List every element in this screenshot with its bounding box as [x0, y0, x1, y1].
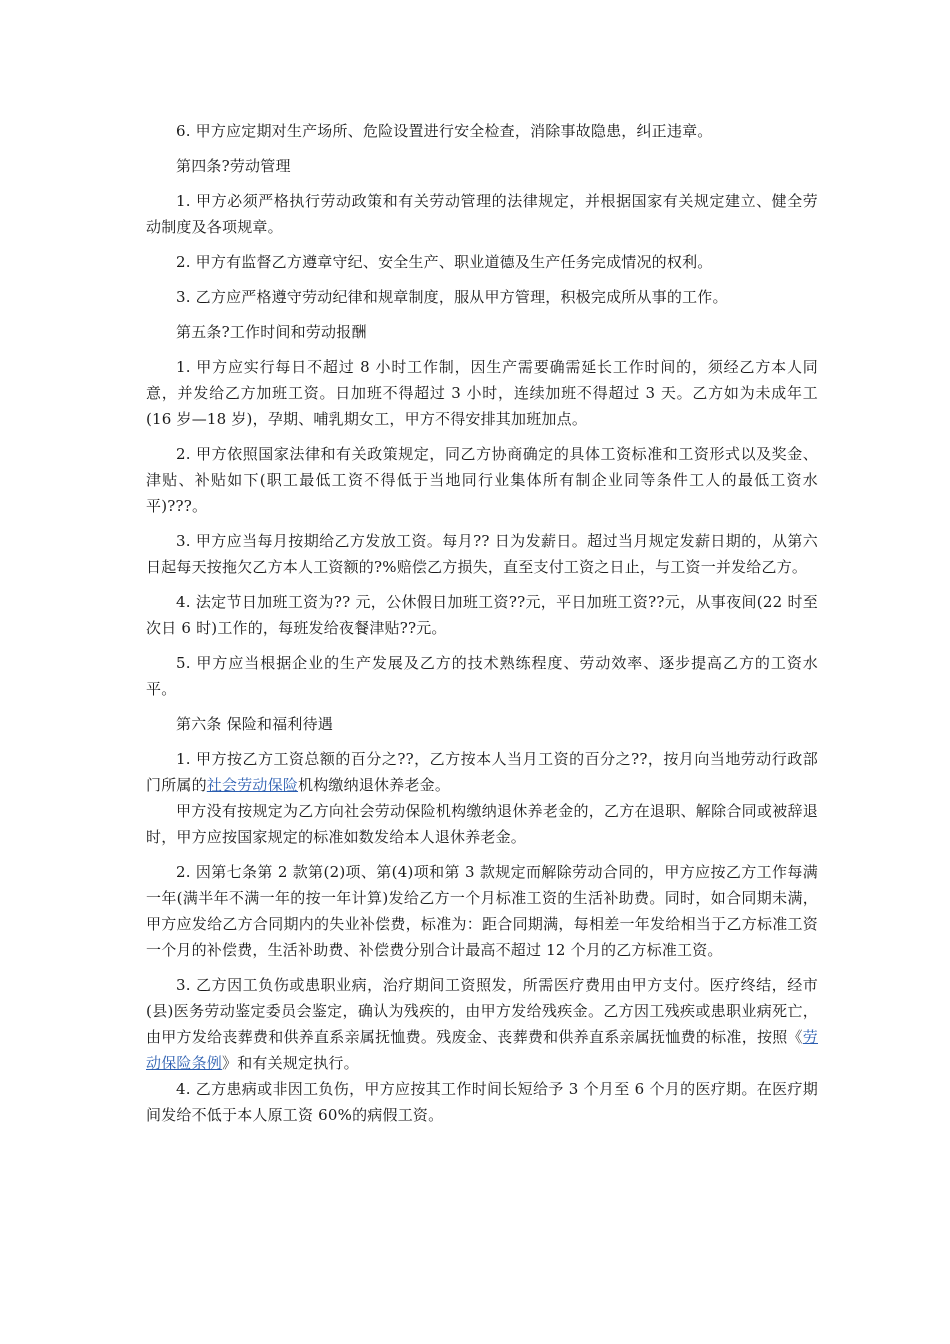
clause-insurance-1 — [146, 746, 818, 798]
labor-insurance-regulations-link[interactable]: 劳动保险条例 — [146, 1028, 818, 1072]
clause-wage-3: 3. 甲方应当每月按期给乙方发放工资。每月?? 日为发薪日。超过当月规定发薪日期的，从第六日起每天按拖欠乙方本人工资额的?%赔偿乙方损失，直至支付工资之日止，与工资一并发给乙方。 — [146, 532, 818, 576]
clause-insurance-3-tail: 》和有关规定执行。 — [222, 1054, 359, 1072]
clause-insurance-1-tail: 机构缴纳退休养老金。 — [298, 776, 451, 794]
clause-insurance-2: 2. 因第七条第 2 款第(2)项、第(4)项和第 3 款规定而解除劳动合同的，甲方应按乙方工作每满一年(满半年不满一年的按一年计算)发给乙方一个月标准工资的生活补助费。同时，如合同期未满，甲方应发给乙方合同期内的失业补偿费，标准为：距合同期满，每相差一年发给相当于乙方标准工资一个月的补偿费，生活补助费、补偿费分别合计最高不超过 12 个月的乙方标准工资。 — [146, 863, 818, 959]
clause-insurance-4: 4. 乙方患病或非因工负伤，甲方应按其工作时间长短给予 3 个月至 6 个月的医疗期。在医疗期间发给不低于本人原工资 60%的病假工资。 — [146, 1080, 818, 1124]
article-4-heading: 第四条?劳动管理 — [176, 157, 291, 175]
clause-labor-1: 1. 甲方必须严格执行劳动政策和有关劳动管理的法律规定，并根据国家有关规定建立、健全劳动制度及各项规章。 — [146, 192, 818, 236]
clause-wage-2: 2. 甲方依照国家法律和有关政策规定，同乙方协商确定的具体工资标准和工资形式以及奖金、津贴、补贴如下(职工最低工资不得低于当地同行业集体所有制企业同等条件工人的最低工资水平)???。 — [146, 445, 818, 515]
clause-4-6: 6. 甲方应定期对生产场所、危险设置进行安全检查，消除事故隐患，纠正违章。 — [176, 122, 713, 140]
clause-labor-2: 2. 甲方有监督乙方遵章守纪、安全生产、职业道德及生产任务完成情况的权利。 — [176, 253, 713, 271]
clause-insurance-1-cont: 甲方没有按规定为乙方向社会劳动保险机构缴纳退休养老金的，乙方在退职、解除合同或被辞退时，甲方应按国家规定的标准如数发给本人退休养老金。 — [146, 802, 818, 846]
article-6-heading: 第六条 保险和福利待遇 — [176, 715, 333, 733]
clause-labor-3: 3. 乙方应严格遵守劳动纪律和规章制度，服从甲方管理，积极完成所从事的工作。 — [176, 288, 728, 306]
document-body — [146, 118, 818, 1137]
clause-insurance-3 — [146, 972, 818, 1076]
clause-wage-5: 5. 甲方应当根据企业的生产发展及乙方的技术熟练程度、劳动效率、逐步提高乙方的工资水平。 — [146, 654, 818, 698]
clause-insurance-1-text: 1. 甲方按乙方工资总额的百分之??，乙方按本人当月工资的百分之??，按月向当地劳动行政部门所属的 — [146, 750, 818, 794]
social-insurance-link[interactable]: 社会劳动保险 — [206, 776, 299, 794]
clause-insurance-3-text: 3. 乙方因工负伤或患职业病，治疗期间工资照发，所需医疗费用由甲方支付。医疗终结，经市(县)医务劳动鉴定委员会鉴定，确认为残疾的，由甲方发给残疾金。乙方因工残疾或患职业病死亡，由甲方发给丧葬费和供养直系亲属抚恤费。残废金、丧葬费和供养直系亲属抚恤费的标准，按照《 — [146, 976, 818, 1046]
clause-wage-4: 4. 法定节日加班工资为?? 元，公休假日加班工资??元，平日加班工资??元，从事夜间(22 时至次日 6 时)工作的，每班发给夜餐津贴??元。 — [146, 593, 818, 637]
article-5-heading: 第五条?工作时间和劳动报酬 — [176, 323, 367, 341]
clause-wage-1: 1. 甲方应实行每日不超过 8 小时工作制，因生产需要确需延长工作时间的，须经乙方本人同意，并发给乙方加班工资。日加班不得超过 3 小时，连续加班不得超过 3 天。乙方如为未成年工(16 岁—18 岁)，孕期、哺乳期女工，甲方不得安排其加班加点。 — [146, 358, 818, 428]
